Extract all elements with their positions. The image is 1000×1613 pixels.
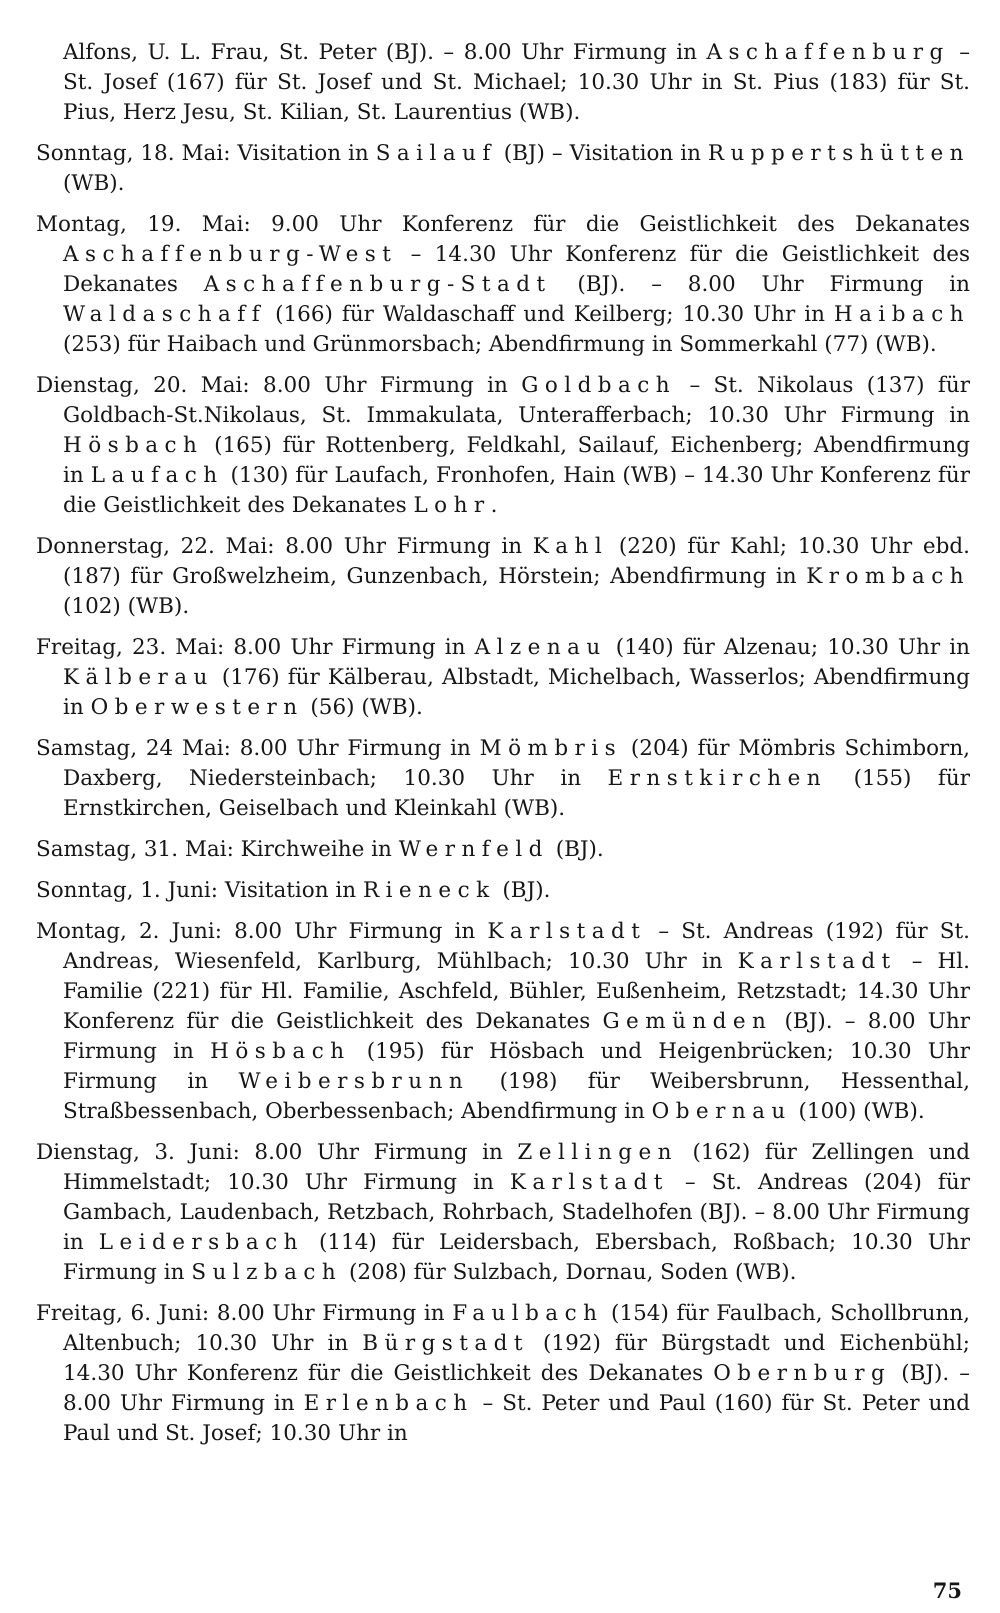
schedule-entry <box>36 532 970 622</box>
entry-text: (155) für Ernstkirchen, Geiselbach und Kleinkahl (WB). <box>63 766 970 821</box>
entry-text: (BJ). – 8.00 Uhr Firmung in <box>551 272 970 297</box>
place-name: Hösbach <box>63 433 204 458</box>
document-page <box>36 38 970 1460</box>
place-name: Lohr <box>413 493 491 518</box>
entry-text: – 14.30 Uhr Konferenz für die Geistlichkeit des Dekanates <box>63 242 970 297</box>
entry-text: Montag, 2. Juni: 8.00 Uhr Firmung in <box>36 919 488 944</box>
place-name: Rieneck <box>362 878 496 903</box>
entry-text: (BJ) – Visitation in <box>496 141 708 166</box>
entry-text: (114) für Leidersbach, Ebersbach, Roßbach; 10.30 Uhr Firmung in <box>63 1230 971 1285</box>
entry-text: – St. Peter und Paul (160) für St. Peter und Paul und St. Josef; 10.30 Uhr in <box>63 1391 970 1446</box>
place-name: Kahl <box>532 534 609 559</box>
place-name: Krombach <box>806 564 970 589</box>
place-name: Hösbach <box>210 1039 351 1064</box>
place-name: Karlstadt <box>509 1170 669 1195</box>
entry-text: (BJ). <box>548 837 604 862</box>
entry-text: – St. Andreas (192) für St. Andreas, Wiesenfeld, Karlburg, Mühlbach; 10.30 Uhr in <box>63 919 971 974</box>
place-name: Laufach <box>90 463 224 488</box>
place-name: Mömbris <box>479 736 623 761</box>
schedule-entry <box>36 917 970 1127</box>
place-name: Ernstkirchen <box>607 766 828 791</box>
entry-text: Freitag, 6. Juni: 8.00 Uhr Firmung in <box>36 1301 453 1326</box>
entry-text: (WB). <box>63 171 125 196</box>
place-name: Zellingen <box>517 1140 678 1165</box>
schedule-entry <box>36 38 970 128</box>
entry-text: (195) für Hösbach und Heigenbrücken; 10.30 Uhr Firmung in <box>63 1039 971 1094</box>
entry-text: Freitag, 23. Mai: 8.00 Uhr Firmung in <box>36 635 475 660</box>
place-name: Karlstadt <box>737 949 897 974</box>
entry-text: (102) (WB). <box>63 594 190 619</box>
entry-text: Dienstag, 20. Mai: 8.00 Uhr Firmung in <box>36 373 522 398</box>
entry-text: (56) (WB). <box>303 695 423 720</box>
place-name: Wernfeld <box>398 837 549 862</box>
schedule-entry <box>36 1138 970 1288</box>
place-name: Weibersbrunn <box>238 1069 470 1094</box>
place-name: Karlstadt <box>487 919 647 944</box>
entry-text: (BJ). – 8.00 Uhr Firmung in <box>63 1361 970 1416</box>
page-number: 75 <box>932 1578 962 1603</box>
place-name: Ruppertshütten <box>707 141 970 166</box>
entry-text: Sonntag, 1. Juni: Visitation in <box>36 878 363 903</box>
entry-text: (BJ). – 8.00 Uhr Firmung in <box>63 1009 970 1064</box>
place-name: Oberwestern <box>90 695 304 720</box>
place-name: Haibach <box>833 302 970 327</box>
place-name: Aschaffenburg <box>706 40 950 65</box>
entry-text: (204) für Mömbris Schimborn, Daxberg, Niedersteinbach; 10.30 Uhr in <box>63 736 970 791</box>
entry-text: Sonntag, 18. Mai: Visitation in <box>36 141 376 166</box>
place-name: Leidersbach <box>98 1230 304 1255</box>
schedule-entry <box>36 210 970 360</box>
place-name: Waldaschaff <box>63 302 267 327</box>
entry-text: (166) für Waldaschaff und Keilberg; 10.30 Uhr in <box>266 302 834 327</box>
place-name: Sailauf <box>375 141 497 166</box>
place-name: Aschaffenburg-West <box>63 242 398 267</box>
entry-text: (198) für Weibersbrunn, Hessenthal, Straßbessenbach, Oberbessenbach; Abendfirmung in <box>63 1069 970 1124</box>
entry-text: Montag, 19. Mai: 9.00 Uhr Konferenz für die Geistlichkeit des Dekanates <box>36 212 970 237</box>
schedule-entry <box>36 371 970 521</box>
entry-text: (176) für Kälberau, Albstadt, Michelbach, Wasserlos; Abendfirmung in <box>63 665 970 720</box>
entry-text: . <box>490 493 498 518</box>
entry-text: – St. Josef (167) für St. Josef und St. Michael; 10.30 Uhr in St. Pius (183) für St. Pius, Herz Jesu, St. Kilian, St. Laurentius (WB). <box>63 40 970 125</box>
entry-text: (162) für Zellingen und Himmelstadt; 10.30 Uhr Firmung in <box>63 1140 971 1195</box>
place-name: Faulbach <box>452 1301 604 1326</box>
entry-text: – St. Andreas (204) für Gambach, Laudenbach, Retzbach, Rohrbach, Stadelhofen (BJ). – 8.00 Uhr Firmung in <box>63 1170 970 1255</box>
entry-text: Samstag, 24 Mai: 8.00 Uhr Firmung in <box>36 736 480 761</box>
place-name: Obernau <box>651 1099 792 1124</box>
place-name: Gemünden <box>602 1009 773 1034</box>
entry-text: Donnerstag, 22. Mai: 8.00 Uhr Firmung in <box>36 534 533 559</box>
place-name: Goldbach <box>521 373 677 398</box>
schedule-entry <box>36 633 970 723</box>
place-name: Sulzbach <box>191 1260 343 1285</box>
entry-text: (140) für Alzenau; 10.30 Uhr in <box>606 635 970 660</box>
place-name: Erlenbach <box>303 1391 474 1416</box>
entry-text: (BJ). <box>495 878 551 903</box>
place-name: Aschaffenburg-Stadt <box>203 272 552 297</box>
entry-text: – Hl. Familie (221) für Hl. Familie, Aschfeld, Bühler, Eußenheim, Retzstadt; 14.30 Uhr Konferenz für die Geistlichkeit des Dekanates <box>63 949 970 1034</box>
entry-text: Alfons, U. L. Frau, St. Peter (BJ). – 8.00 Uhr Firmung in <box>63 40 707 65</box>
entry-text: – St. Nikolaus (137) für Goldbach-St.Nikolaus, St. Immakulata, Unterafferbach; 10.30 Uhr Firmung in <box>63 373 970 428</box>
place-name: Kälberau <box>63 665 214 690</box>
entry-text: (253) für Haibach und Grünmorsbach; Abendfirmung in Sommerkahl (77) (WB). <box>63 332 937 357</box>
entry-text: (208) für Sulzbach, Dornau, Soden (WB). <box>342 1260 797 1285</box>
schedule-entry <box>36 835 970 865</box>
entry-text: (192) für Bürgstadt und Eichenbühl; 14.30 Uhr Konferenz für die Geistlichkeit des Dekanates <box>63 1331 970 1386</box>
schedule-entry <box>36 734 970 824</box>
entry-text: Dienstag, 3. Juni: 8.00 Uhr Firmung in <box>36 1140 518 1165</box>
entry-text: (130) für Laufach, Fronhofen, Hain (WB) – 14.30 Uhr Konferenz für die Geistlichkeit des Dekanates <box>63 463 970 518</box>
place-name: Bürgstadt <box>362 1331 529 1356</box>
schedule-entry <box>36 1299 970 1449</box>
schedule-entry <box>36 139 970 199</box>
entry-text: (165) für Rottenberg, Feldkahl, Sailauf, Eichenberg; Abendfirmung in <box>63 433 970 488</box>
entry-text: (100) (WB). <box>791 1099 925 1124</box>
schedule-entry <box>36 876 970 906</box>
place-name: Alzenau <box>474 635 607 660</box>
place-name: Obernburg <box>713 1361 892 1386</box>
entry-text: Samstag, 31. Mai: Kirchweihe in <box>36 837 399 862</box>
entry-text: (154) für Faulbach, Schollbrunn, Altenbuch; 10.30 Uhr in <box>63 1301 971 1356</box>
entry-text: (220) für Kahl; 10.30 Uhr ebd. (187) für Großwelzheim, Gunzenbach, Hörstein; Abendfirmung in <box>63 534 970 589</box>
